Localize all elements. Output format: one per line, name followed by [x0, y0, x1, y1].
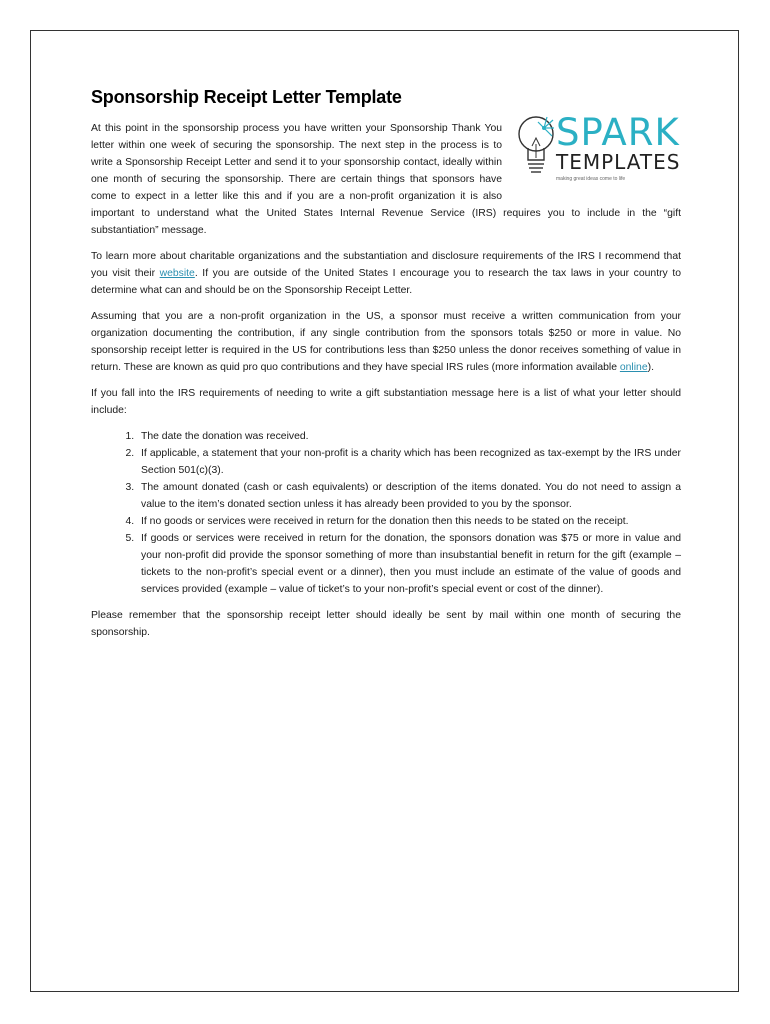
paragraph-irs-info-text-1: To learn more about charitable organizations and the substantiation and disclosure requirements of the IRS I recommend that you visit their	[91, 251, 681, 279]
logo-spark-text: SPARK	[556, 111, 680, 154]
logo-templates-text: TEMPLATES	[556, 150, 681, 174]
list-item: 5. If goods or services were received in return for the donation, the sponsors donation was $75 or more in value and your non-profit did provide the sponsor something of more than insubstantial benefit in return for the gift (example – tickets to the non-profit’s special event or a dinner), then you must include an estimate of the value of goods and services provided (example – value of ticket’s to your non-profit’s special event or cost of the dinner).	[137, 530, 681, 598]
paragraph-intro: At this point in the sponsorship process you have written your Sponsorship Thank You letter within one week of securing the sponsorship. The next step in the process is to write a Sponsorship Receipt Letter and send it to your sponsorship contact, ideally within one month of securing the sponsorship. There are certain things that sponsors have come to expect in a letter like this and if you are a non-profit organization it is also important to understand what the United States Internal Revenue Service (IRS) requires you to include in the “gift substantiation” message.	[91, 123, 681, 236]
spark-templates-logo	[516, 108, 696, 190]
paragraph-closing: Please remember that the sponsorship receipt letter should ideally be sent by mail within one month of securing the sponsorship.	[91, 610, 681, 638]
paragraph-list-intro: If you fall into the IRS requirements of needing to write a gift substantiation message here is a list of what your letter should include:	[91, 388, 681, 416]
logo-tagline: making great ideas come to life	[556, 176, 626, 182]
paragraph-nonprofit-rules-text-2: ).	[647, 362, 654, 373]
list-item: 3. The amount donated (cash or cash equivalents) or description of the items donated. You do not need to assign a value to the item’s donated section unless it has already been provided to you by the sponsor.	[137, 479, 681, 513]
document-page	[30, 30, 739, 992]
website-link[interactable]: website	[159, 268, 195, 279]
list-item: 1. The date the donation was received.	[137, 428, 681, 445]
page-title: Sponsorship Receipt Letter Template	[91, 87, 402, 107]
list-item: 2. If applicable, a statement that your non-profit is a charity which has been recognized as tax-exempt by the IRS under Section 501(c)(3).	[137, 445, 681, 479]
document-content	[91, 87, 681, 650]
paragraph-irs-info-text-2: . If you are outside of the United States I encourage you to research the tax laws in your country to determine what can and should be on the Sponsorship Receipt Letter.	[91, 268, 681, 296]
paragraph-nonprofit-rules-text-1: Assuming that you are a non-profit organization in the US, a sponsor must receive a written communication from your organization documenting the contribution, if any single contribution from the sponsors totals $250 or more in value. No sponsorship receipt letter is required in the US for contributions less than $250 unless the donor receives something of value in return. These are known as quid pro quo contributions and they have special IRS rules (more information available	[91, 311, 681, 373]
online-link[interactable]: online	[619, 362, 648, 373]
lightbulb-icon	[516, 108, 556, 188]
paragraph-irs-info	[91, 248, 681, 299]
list-item: 4. If no goods or services were received in return for the donation then this needs to be stated on the receipt.	[137, 513, 681, 530]
paragraph-nonprofit-rules	[91, 308, 681, 376]
requirements-list	[91, 428, 681, 598]
